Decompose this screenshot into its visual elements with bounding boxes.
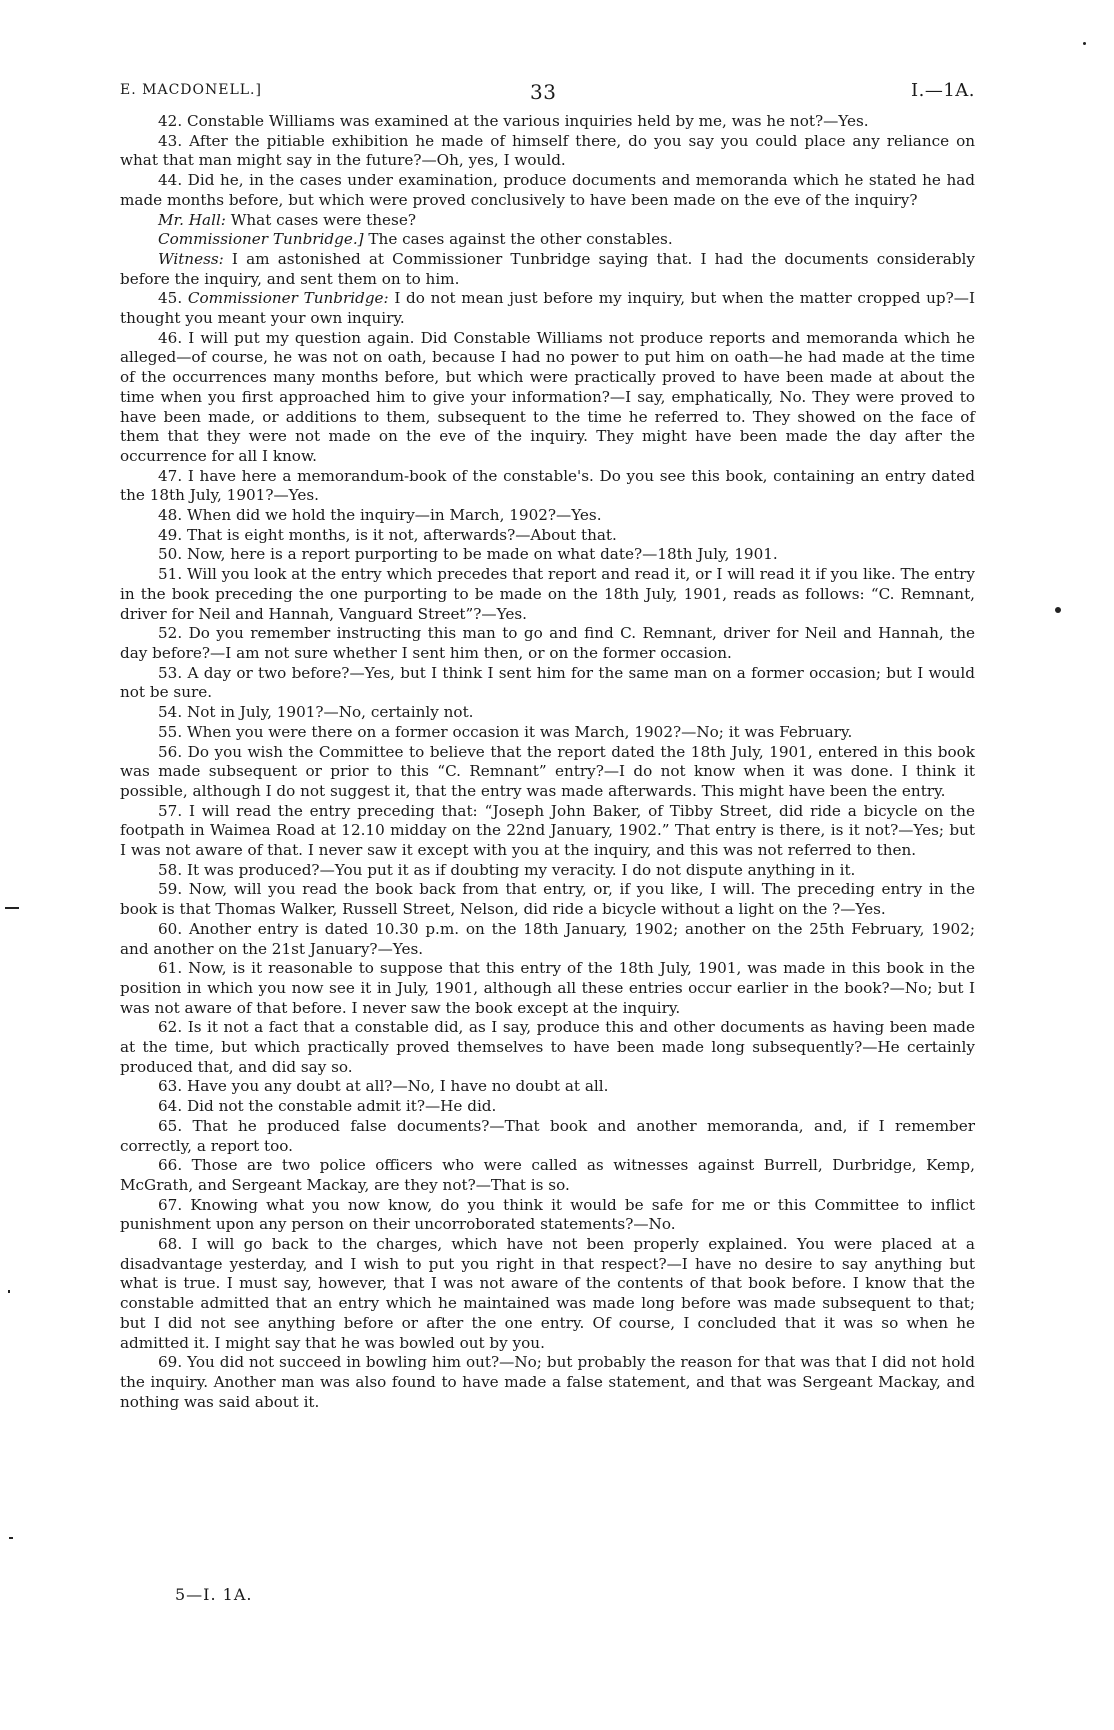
paragraph [120, 1196, 975, 1235]
paragraph-text: 46. I will put my question again. Did Constable Williams not produce reports and memoranda which he alleged—of course, he was not on oath, because I had no power to put him on oath—he had made at the time of the occurrences many months before, but which were practically proved to have been made at about the time when you first approached him to give your information?—I say, emphatically, No. They were proved to have been made, or additions to them, subsequent to the time he referred to. They showed on the face of them that they were not made on the eve of the inquiry. They might have been made the day after the occurrence for all I know. [120, 328, 975, 465]
paragraph [120, 861, 975, 881]
document-body [120, 112, 975, 1412]
paragraph [120, 211, 975, 231]
scan-mark [5, 907, 19, 909]
paragraph [120, 959, 975, 1018]
paragraph [120, 1117, 975, 1156]
paragraph-text: 66. Those are two police officers who were called as witnesses against Burrell, Durbridge, Kemp, McGrath, and Sergeant Mackay, are they not?—That is so. [120, 1156, 975, 1194]
paragraph-text: 53. A day or two before?—Yes, but I think I sent him for the same man on a former occasion; but I would not be sure. [120, 663, 975, 702]
paragraph-text: 62. Is it not a fact that a constable did, as I say, produce this and other documents as having been made at the time, but which practically proved themselves to have been made long subsequently?—He certainly produced that, and did say so. [120, 1018, 975, 1076]
paragraph [120, 230, 975, 250]
paragraph-text: 54. Not in July, 1901?—No, certainly not. [158, 703, 474, 722]
scan-mark [9, 1537, 13, 1539]
paragraph-text: 42. Constable Williams was examined at the various inquiries held by me, was he not?—Yes. [158, 112, 869, 130]
paragraph [120, 506, 975, 526]
paragraph [120, 723, 975, 743]
paragraph-text: 52. Do you remember instructing this man to go and find C. Remnant, driver for Neil and Hannah, the day before?—I am not sure whether I sent him then, or on the former occasion. [120, 624, 975, 662]
paragraph-text: 57. I will read the entry preceding that: “Joseph John Baker, of Tibby Street, did ride a bicycle on the footpath in Waimea Road at 12.10 midday on the 22nd January, 1902.” That entry is there, is it not?—Yes; but I was not aware of that. I never saw it except with you at the inquiry, and this was not referred to then. [120, 801, 975, 860]
paragraph-text: 60. Another entry is dated 10.30 p.m. on the 18th January, 1902; another on the 25th February, 1902; and another on the 21st January?—Yes. [120, 919, 975, 958]
page-number: 33 [530, 80, 557, 104]
paragraph-text: 68. I will go back to the charges, which have not been properly explained. You were placed at a disadvantage yesterday, and I wish to put you right in that respect?—I have no desire to say anything but what is true. I must say, however, that I was not aware of the contents of that book before. I know that the constable admitted that an entry which he maintained was made long before was made subsequent to that; but I did not see anything before or after the one entry. Of course, I concluded that it was so when he admitted it. I might say that he was bowled out by you. [120, 1235, 975, 1352]
paragraph [120, 171, 975, 210]
paragraph-text: 64. Did not the constable admit it?—He did. [158, 1097, 497, 1116]
paragraph [120, 880, 975, 919]
paragraph-text: What cases were these? [225, 210, 416, 229]
paragraph-text: 55. When you were there on a former occasion it was March, 1902?—No; it was February. [158, 722, 853, 741]
scan-mark [1083, 42, 1086, 45]
paragraph [120, 1077, 975, 1097]
scan-mark [1055, 607, 1061, 613]
paragraph [120, 526, 975, 546]
paragraph [120, 1353, 975, 1412]
paragraph [120, 132, 975, 171]
document-page [120, 70, 975, 1412]
paragraph-text: 58. It was produced?—You put it as if doubting my veracity. I do not dispute anything in it. [158, 860, 856, 879]
paragraph [120, 802, 975, 861]
speaker-name: Mr. Hall: [158, 210, 226, 229]
paragraph-text: 49. That is eight months, is it not, afterwards?—About that. [158, 525, 617, 544]
paragraph-text: 51. Will you look at the entry which precedes that report and read it, or I will read it if you like. The entry in the book preceding the one purporting to be made on the 18th July, 1901, reads as follows: “C. Remnant, driver for Neil and Hannah, Vanguard Street”?—Yes. [120, 565, 975, 623]
paragraph [120, 467, 975, 506]
paper-reference: I.—1A. [910, 80, 975, 101]
paragraph-text: I am astonished at Commissioner Tunbridge saying that. I had the documents considerably before the inquiry, and sent them on to him. [120, 249, 975, 288]
paragraph [120, 565, 975, 624]
paragraph-text: 65. That he produced false documents?—That book and another memoranda, and, if I remember correctly, a report too. [120, 1116, 975, 1155]
scan-mark [8, 1290, 10, 1293]
speaker-name: Witness: [158, 249, 224, 268]
paragraph-text: 43. After the pitiable exhibition he made of himself there, do you say you could place any reliance on what that man might say in the future?—Oh, yes, I would. [120, 131, 975, 170]
paragraph [120, 289, 975, 328]
paragraph-text: 69. You did not succeed in bowling him out?—No; but probably the reason for that was that I did not hold the inquiry. Another man was also found to have made a false statement, and that was Sergeant Mackay, and nothing was said about it. [120, 1353, 975, 1411]
paragraph [120, 703, 975, 723]
signature-footer: 5—I. 1A. [175, 1585, 253, 1604]
paragraph [120, 743, 975, 802]
paragraph [120, 1097, 975, 1117]
paragraph-text: 63. Have you any doubt at all?—No, I have no doubt at all. [158, 1077, 609, 1096]
paragraph [120, 1018, 975, 1077]
page-header [120, 70, 975, 104]
paragraph [120, 664, 975, 703]
paragraph-text: I do not mean just before my inquiry, but when the matter cropped up?—I thought you meant your own inquiry. [120, 289, 975, 328]
header-witness-name: E. MACDONELL.] [120, 82, 262, 98]
speaker-name: Commissioner Tunbridge: [187, 289, 389, 308]
paragraph-text: 50. Now, here is a report purporting to be made on what date?—18th July, 1901. [158, 545, 778, 564]
paragraph [120, 1235, 975, 1353]
paragraph [120, 920, 975, 959]
paragraph [120, 329, 975, 467]
paragraph-text: 61. Now, is it reasonable to suppose that this entry of the 18th July, 1901, was made in this book in the position in which you now see it in July, 1901, although all these entries occur earlier in the book?—No; but I was not aware of that before. I never saw the book except at the inquiry. [120, 959, 975, 1017]
paragraph [120, 1156, 975, 1195]
paragraph-text: 67. Knowing what you now know, do you think it would be safe for me or this Committee to inflict punishment upon any person on their uncorroborated statements?—No. [120, 1195, 975, 1234]
paragraph [120, 250, 975, 289]
question-number: 45. [158, 289, 188, 308]
paragraph [120, 545, 975, 565]
paragraph-text: 47. I have here a memorandum-book of the constable's. Do you see this book, containing an entry dated the 18th July, 1901?—Yes. [120, 466, 975, 505]
paragraph [120, 624, 975, 663]
paragraph-text: 56. Do you wish the Committee to believe that the report dated the 18th July, 1901, entered in this book was made subsequent or prior to this “C. Remnant” entry?—I do not know when it was done. I think it possible, although I do not suggest it, that the entry was made afterwards. This might have been the entry. [120, 742, 975, 800]
speaker-name: Commissioner Tunbridge.] [158, 230, 364, 249]
paragraph-text: The cases against the other constables. [363, 230, 673, 249]
paragraph [120, 112, 975, 132]
paragraph-text: 48. When did we hold the inquiry—in March, 1902?—Yes. [158, 506, 602, 525]
paragraph-text: 59. Now, will you read the book back from that entry, or, if you like, I will. The preceding entry in the book is that Thomas Walker, Russell Street, Nelson, did ride a bicycle without a light on the ?—Yes. [120, 880, 975, 919]
paragraph-text: 44. Did he, in the cases under examination, produce documents and memoranda which he stated he had made months before, but which were proved conclusively to have been made on the eve of the inquiry? [120, 171, 975, 209]
